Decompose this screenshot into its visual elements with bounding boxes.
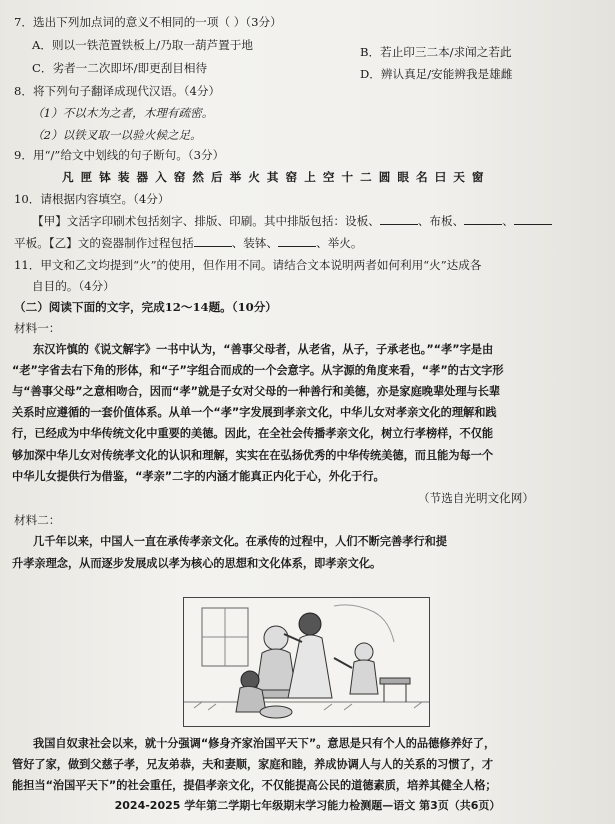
- q11-line-2: 自目的。（4分）: [32, 279, 115, 293]
- m1-line-6: 够加深中华儿女对传统孝文化的认识和理解，实实在在弘扬优秀的中华传统美德，而且能为每一个: [12, 449, 494, 462]
- m2-after-line-2: 管好了家，做到父慈子孝，兄友弟恭，夫和妻顺，家庭和睦，养成协调人与人的关系的习惯了，才: [12, 758, 494, 771]
- material-1-source: （节选自光明文化网）: [418, 491, 534, 505]
- m1-line-5: 行，已经成为中华传统文化中重要的美德。因此，在全社会传播孝亲文化，树立行孝榜样，不仅能: [12, 427, 494, 440]
- material-1-label: 材料一：: [14, 321, 61, 335]
- q8-sentence-1: （1）不以木为之者，木理有疏密。: [32, 106, 214, 120]
- m1-line-3: 与“善事父母”之意相吻合，因而“孝”就是子女对父母的一种善行和美德，亦是家庭晚辈处理与长辈: [12, 385, 501, 398]
- q10-line-2: [14, 236, 362, 250]
- blank-3[interactable]: [514, 214, 552, 225]
- blank-2[interactable]: [464, 214, 502, 225]
- material-2-label: 材料二：: [14, 513, 61, 527]
- q10-line-2-text-a: 平板。【乙】文的瓷器制作过程包括: [14, 236, 194, 250]
- section2-heading: （二）阅读下面的文字，完成12～14题。（10分）: [14, 300, 277, 314]
- q10-line-1-text-b: 、布板、: [417, 214, 465, 228]
- m2-after-line-1: 我国自奴隶社会以来，就十分强调“修身齐家治国平天下”。意思是只有个人的品德修养好了，: [33, 737, 496, 750]
- q8-sentence-2: （2）以铁叉取一以验火候之足。: [32, 128, 202, 142]
- q9-sentence: 凡 匣 钵 装 器 入 窑 然 后 举 火 其 窑 上 空 十 二 圆 眼 名 曰 天 窗: [62, 170, 485, 184]
- q7-option-c: C．劣者一二次即坏/即更刮目相待: [32, 61, 208, 75]
- page-footer: 2024-2025 学年第二学期七年级期末学习能力检测题—语文 第3页（共6页）: [114, 799, 501, 812]
- blank-4[interactable]: [194, 236, 232, 247]
- q9-stem: 9．用“/”给文中划线的句子断句。（3分）: [14, 148, 225, 162]
- q10-line-1-text-a: 【甲】文活字印刷术包括刻字、排版、印刷。其中排版包括：设板、: [32, 214, 380, 228]
- m1-line-2: “老”字省去右下角的形体，和“子”字组合而成的一个会意字。从字源的角度来看，“孝”的古文字形: [12, 364, 504, 377]
- q10-line-2-text-c: 、举火。: [316, 236, 363, 250]
- q11-line-1: 11．甲文和乙文均提到“火”的使用，但作用不同。请结合文本说明两者如何利用“火”达成各: [14, 258, 482, 272]
- m2-line-1: 几千年以来，中国人一直在承传孝亲文化。在承传的过程中，人们不断完善孝行和提: [33, 535, 447, 548]
- blank-5[interactable]: [278, 236, 316, 247]
- m2-after-line-3: 能担当“治国平天下”的社会重任，提倡孝亲文化，不仅能提高公民的道德素质，培养其健全人格；: [12, 779, 497, 792]
- m1-line-4: 关系时应遵循的一套价值体系。从单一个“孝”字发展到孝亲文化，中华儿女对孝亲文化的理解和践: [12, 406, 497, 419]
- illustration-drawing: [184, 598, 429, 726]
- q7-stem: 7．选出下列加点词的意义不相同的一项（ ）（3分）: [14, 15, 282, 29]
- q7-option-d: D．辨认真足/安能辨我是雄雌: [360, 67, 513, 81]
- m2-line-2: 升孝亲理念，从而逐步发展成以孝为核心的思想和文化体系，即孝亲文化。: [12, 557, 382, 570]
- q10-line-2-text-b: 、装钵、: [231, 236, 279, 250]
- blank-1[interactable]: [380, 214, 418, 225]
- m1-line-7: 中华儿女提供行为借鉴，“孝亲”二字的内涵才能真正内化于心，外化于行。: [12, 470, 385, 483]
- q7-option-a: A．则以一铁范置铁板上/乃取一葫芦置于地: [32, 38, 253, 52]
- q10-line-1-text-c: 、: [502, 214, 514, 228]
- q8-stem: 8．将下列句子翻译成现代汉语。（4分）: [14, 84, 221, 98]
- q10-stem: 10．请根据内容填空。（4分）: [14, 192, 170, 206]
- m1-line-1: 东汉许慎的《说文解字》一书中认为，“善事父母者，从老省，从子，子承老也。”“孝”字是由: [33, 343, 494, 356]
- q10-line-1: [32, 214, 552, 228]
- family-illustration: [183, 597, 430, 727]
- q7-option-b: B．若止印三二本/求闻之若此: [360, 45, 512, 59]
